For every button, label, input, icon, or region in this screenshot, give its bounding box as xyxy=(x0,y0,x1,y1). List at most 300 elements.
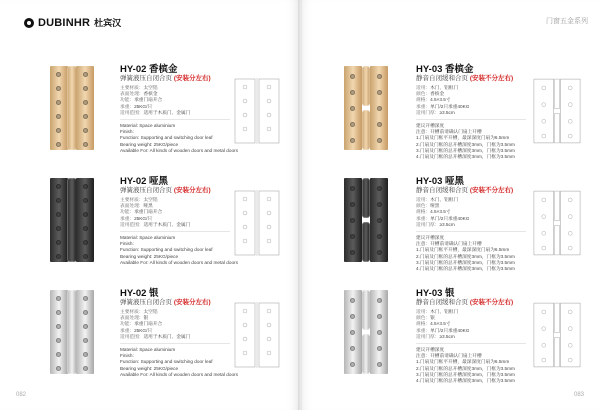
hinge-leaf-left xyxy=(344,290,362,374)
spec-line xyxy=(416,222,536,228)
screw-hole xyxy=(350,298,355,303)
spec-en-line: Function: Supporting and switching door leaf xyxy=(120,247,213,253)
screw-hole xyxy=(56,366,61,371)
screw-hole xyxy=(56,296,61,301)
divider xyxy=(120,231,230,232)
drawing-hole xyxy=(243,99,247,103)
note-line: 4.门扇及门框的总开槽深度3mm，门框为3.5mm xyxy=(416,266,515,272)
hinge-leaf-right xyxy=(76,178,94,262)
spec-value: 25KG/只 xyxy=(134,327,153,333)
spec-key: 颜色： xyxy=(416,315,431,321)
drawing-holes xyxy=(542,310,572,362)
drawing-hole xyxy=(542,343,546,347)
spec-value: 适用于木质门、金属门 xyxy=(143,109,191,115)
screw-hole xyxy=(350,314,355,319)
spec-value: 适用于木质门、金属门 xyxy=(143,221,191,227)
spec-value: 单门/2只承重40KG xyxy=(430,215,470,221)
subtitle-red: (安装不分左右) xyxy=(469,299,514,306)
spec-value: 香槟金 xyxy=(430,91,445,97)
drawing-hole xyxy=(542,134,546,138)
spec-key: 颜色： xyxy=(416,91,431,97)
drawing-hole xyxy=(267,197,271,201)
spec-value: 25KG/只 xyxy=(134,215,153,221)
spec-list xyxy=(416,85,536,160)
spec-key: 主要材质： xyxy=(120,309,144,314)
drawing-leaf-left xyxy=(235,303,255,367)
product-text xyxy=(120,288,240,378)
spec-en-line: Material: Space aluminium xyxy=(120,235,176,241)
subtitle-main: 弹簧液压自闭合页 xyxy=(120,187,172,194)
screw-hole xyxy=(350,186,355,191)
spec-value: 承重门扇开合 xyxy=(134,321,163,327)
screw-hole xyxy=(56,114,61,119)
brand-name: DUBINHR xyxy=(38,16,91,29)
screw-hole xyxy=(83,198,88,203)
drawing-hole xyxy=(542,310,546,314)
note-line: 注意：开槽前请确认门扇上开槽 xyxy=(416,129,482,135)
spec-value: 25KG/只 xyxy=(134,103,153,109)
model-subtitle xyxy=(416,187,536,195)
screw-hole xyxy=(56,72,61,77)
drawing-hole xyxy=(542,86,546,90)
screw-hole xyxy=(56,254,61,259)
drawing-hole xyxy=(243,337,247,341)
model-subtitle xyxy=(416,75,536,83)
screw-hole xyxy=(377,106,382,111)
product-row-hy03-black xyxy=(300,170,600,290)
screw-hole xyxy=(350,218,355,223)
screw-hole xyxy=(350,138,355,143)
technical-drawing xyxy=(530,74,584,148)
divider xyxy=(120,343,230,344)
spec-value: 太空铝 xyxy=(143,197,158,202)
spec-value: 承重门扇开合 xyxy=(134,97,163,103)
spec-value: 4.5×3.5寸 xyxy=(430,321,451,327)
drawing-hole xyxy=(243,197,247,201)
hinge-knuckle-top xyxy=(362,178,370,218)
technical-drawing-svg xyxy=(530,74,584,148)
spec-line xyxy=(120,222,240,228)
spec-en-line: Material: Space aluminium xyxy=(120,347,176,353)
drawing-hole xyxy=(568,215,572,219)
technical-drawing-svg xyxy=(232,76,282,146)
spec-key: 承重： xyxy=(416,215,431,221)
product-text xyxy=(120,176,240,266)
drawing-leaf-left xyxy=(534,191,554,255)
model-title: HY-02 银 xyxy=(120,288,159,299)
spec-key: 功能： xyxy=(120,97,135,103)
drawing-leaf-right xyxy=(560,79,580,143)
screw-hole xyxy=(377,138,382,143)
spec-value: 香槟金 xyxy=(143,91,158,97)
spec-value: 单门/2只承重40KG xyxy=(430,103,470,109)
screw-hole xyxy=(377,234,382,239)
screw-hole xyxy=(83,86,88,91)
screw-hole xyxy=(377,250,382,255)
drawing-leaf-left xyxy=(534,79,554,143)
spec-list xyxy=(416,197,536,272)
drawing-hole xyxy=(267,239,271,243)
subtitle-main: 静音自闭缓和合页 xyxy=(416,75,468,82)
model-title: HY-02 哑黑 xyxy=(120,176,169,187)
drawing-hole xyxy=(542,215,546,219)
screw-hole xyxy=(377,314,382,319)
drawing-hole xyxy=(243,85,247,89)
spec-en-line: Bearing weight: 25KG/piece xyxy=(120,365,179,371)
spec-en-line: Finish: xyxy=(120,241,134,247)
drawing-hole xyxy=(568,119,572,123)
drawing-leaf-left xyxy=(235,79,255,143)
brand-logo xyxy=(24,16,121,29)
screw-hole xyxy=(350,330,355,335)
drawing-hole xyxy=(243,309,247,313)
spec-key: 颜色： xyxy=(416,203,431,209)
spec-line xyxy=(416,110,536,116)
spec-value: ≥3.5cm xyxy=(439,333,455,339)
spec-key: 适用门厚： xyxy=(416,109,440,115)
spec-key: 适用门厚： xyxy=(416,333,440,339)
drawing-hole xyxy=(267,337,271,341)
drawing-hole xyxy=(243,211,247,215)
screw-hole xyxy=(377,74,382,79)
product-row-hy02-black xyxy=(0,170,300,290)
screw-hole xyxy=(83,240,88,245)
subtitle-main: 弹簧液压自闭合页 xyxy=(120,299,172,306)
screw-hole xyxy=(350,346,355,351)
page-number-right: 083 xyxy=(573,392,584,398)
spec-value: 承重门扇开合 xyxy=(134,209,163,215)
drawing-hole xyxy=(243,239,247,243)
drawing-holes xyxy=(542,86,572,138)
hinge-leaf-right xyxy=(370,66,388,150)
drawing-hole xyxy=(568,343,572,347)
spec-en-line: Function: Supporting and switching door leaf xyxy=(120,359,213,365)
subtitle-red: (安装不分左右) xyxy=(469,75,514,82)
model-subtitle xyxy=(416,299,536,307)
spec-list xyxy=(416,309,536,384)
divider xyxy=(416,119,526,120)
spec-key: 规格： xyxy=(416,209,431,215)
spec-value: 木门、铝框门 xyxy=(430,85,459,90)
spec-value: 适用于木质门、金属门 xyxy=(143,333,191,339)
drawing-hole xyxy=(542,246,546,250)
note-line: 2.门扇及门框的总开槽深度3mm，门框为3.5mm xyxy=(416,253,515,259)
drawing-hole xyxy=(267,309,271,313)
screw-hole xyxy=(83,114,88,119)
product-row-hy03-gold xyxy=(300,58,600,178)
spec-key: 承重： xyxy=(416,103,431,109)
spec-value: 单门/2只承重40KG xyxy=(430,327,470,333)
spec-key: 表面处理： xyxy=(120,91,144,97)
drawing-knuckle-bottom xyxy=(555,337,560,366)
note-line: 2.门扇及门框的总开槽深度3mm，门框为3.5mm xyxy=(416,141,515,147)
spec-en-line: Function: Supporting and switching door leaf xyxy=(120,135,213,141)
drawing-leaf-right xyxy=(560,303,580,367)
drawing-hole xyxy=(267,99,271,103)
spec-en-line: Bearing weight: 25KG/piece xyxy=(120,253,179,259)
drawing-hole xyxy=(568,310,572,314)
screw-hole xyxy=(56,128,61,133)
note-line: 2.门扇及门框的总开槽深度3mm，门框为3.5mm xyxy=(416,365,515,371)
note-line: 3.门扇及门框的总开槽深度3mm，门框为3.5mm xyxy=(416,147,515,153)
screw-hole xyxy=(56,212,61,217)
divider xyxy=(416,231,526,232)
drawing-leaf-right xyxy=(259,79,279,143)
drawing-hole xyxy=(243,351,247,355)
screw-hole xyxy=(56,86,61,91)
subtitle-main: 弹簧液压自闭合页 xyxy=(120,75,172,82)
hinge-leaf-right xyxy=(370,290,388,374)
drawing-knuckle-top xyxy=(555,191,560,220)
screw-hole xyxy=(56,240,61,245)
spec-value: 4.5×3.5寸 xyxy=(430,209,451,215)
screw-hole xyxy=(83,254,88,259)
product-row-hy03-silver xyxy=(300,282,600,402)
right-page xyxy=(300,0,600,410)
spec-value: 木门、铝框门 xyxy=(430,309,459,314)
drawing-hole xyxy=(568,134,572,138)
drawing-hole xyxy=(568,327,572,331)
drawing-hole xyxy=(542,358,546,362)
screw-hole xyxy=(56,198,61,203)
spec-key: 适用范围： xyxy=(120,221,144,227)
spec-key: 适用： xyxy=(416,197,431,202)
model-subtitle xyxy=(120,299,240,307)
screw-hole xyxy=(83,128,88,133)
hinge-image-gold xyxy=(50,66,94,150)
screw-hole xyxy=(350,250,355,255)
screw-hole xyxy=(83,100,88,105)
product-text xyxy=(416,176,536,272)
product-row-hy02-gold xyxy=(0,58,300,178)
screw-hole xyxy=(56,100,61,105)
screw-hole xyxy=(377,218,382,223)
hinge-image-silver xyxy=(50,290,94,374)
hinge-knuckle-bottom xyxy=(362,334,370,374)
hinge-image-black xyxy=(50,178,94,262)
screw-hole xyxy=(56,184,61,189)
screw-hole xyxy=(83,352,88,357)
spec-en-line: Finish: xyxy=(120,129,134,135)
screw-hole xyxy=(377,122,382,127)
product-text xyxy=(416,288,536,384)
model-title: HY-03 哑黑 xyxy=(416,176,465,187)
screw-hole xyxy=(350,362,355,367)
hinge-knuckle-top xyxy=(362,290,370,330)
spec-en-line: Bearing weight: 25KG/piece xyxy=(120,141,179,147)
screw-hole xyxy=(377,346,382,351)
drawing-hole xyxy=(267,351,271,355)
screw-hole xyxy=(56,142,61,147)
note-title: 建议开槽深度 xyxy=(416,235,445,241)
subtitle-main: 静音自闭缓和合页 xyxy=(416,187,468,194)
drawing-knuckle-top xyxy=(555,303,560,332)
spec-value: 哑黑 xyxy=(143,203,153,209)
page-number-left: 082 xyxy=(16,392,27,398)
drawing-hole xyxy=(542,198,546,202)
drawing-hole xyxy=(542,103,546,107)
drawing-hole xyxy=(568,358,572,362)
note-line: 1.门扇及门框平开槽，最深深度门扇为6.5mm xyxy=(416,359,510,365)
drawing-hole xyxy=(267,211,271,215)
screw-hole xyxy=(377,362,382,367)
spec-key: 表面处理： xyxy=(120,203,144,209)
screw-hole xyxy=(377,202,382,207)
spec-key: 功能： xyxy=(120,209,135,215)
model-title: HY-02 香槟金 xyxy=(120,64,178,75)
screw-hole xyxy=(83,366,88,371)
drawing-hole xyxy=(267,113,271,117)
drawing-leaf-right xyxy=(259,191,279,255)
drawing-hole xyxy=(243,127,247,131)
drawing-leaf-right xyxy=(259,303,279,367)
hinge-knuckle-bottom xyxy=(362,222,370,262)
drawing-hole xyxy=(243,113,247,117)
hinge-leaf-right xyxy=(76,66,94,150)
drawing-hole xyxy=(267,127,271,131)
hinge-leaf-left xyxy=(50,178,68,262)
spec-value: ≥3.5cm xyxy=(439,221,455,227)
note-line: 3.门扇及门框的总开槽深度3mm，门框为3.5mm xyxy=(416,371,515,377)
screw-hole xyxy=(83,338,88,343)
spec-key: 承重： xyxy=(120,327,135,333)
spec-key: 适用范围： xyxy=(120,109,144,115)
drawing-hole xyxy=(267,225,271,229)
model-title: HY-03 银 xyxy=(416,288,455,299)
drawing-knuckle-bottom xyxy=(555,225,560,254)
note-line: 1.门扇及门框平开槽，最深深度门扇为6.5mm xyxy=(416,135,510,141)
spec-line xyxy=(416,334,536,340)
technical-drawing-svg xyxy=(530,186,584,260)
spec-en-line: Available For: All kinds of wooden doors and metal doors xyxy=(120,371,238,377)
spec-value: 太空铝 xyxy=(143,85,158,90)
spec-value: 4.5×3.5寸 xyxy=(430,97,451,103)
drawing-hole xyxy=(267,323,271,327)
hinge-image-gold xyxy=(344,66,388,150)
hinge-leaf-right xyxy=(76,290,94,374)
screw-hole xyxy=(377,186,382,191)
note-line: 4.门扇及门框的总开槽深度3mm，门框为3.5mm xyxy=(416,154,515,160)
screw-hole xyxy=(56,338,61,343)
spec-key: 承重： xyxy=(120,215,135,221)
technical-drawing-svg xyxy=(232,300,282,370)
screw-hole xyxy=(83,296,88,301)
spec-en-line: Finish: xyxy=(120,353,134,359)
drawing-hole xyxy=(243,225,247,229)
hinge-leaf-left xyxy=(344,178,362,262)
spec-key: 主要材质： xyxy=(120,197,144,202)
model-title: HY-03 香槟金 xyxy=(416,64,474,75)
spec-value: 银 xyxy=(143,315,149,321)
screw-hole xyxy=(350,202,355,207)
drawing-hole xyxy=(243,323,247,327)
drawing-holes xyxy=(542,198,572,250)
divider xyxy=(120,119,230,120)
spec-key: 表面处理： xyxy=(120,315,144,321)
subtitle-red: (安装分左右) xyxy=(173,187,211,194)
screw-hole xyxy=(83,142,88,147)
spec-key: 功能： xyxy=(120,321,135,327)
product-row-hy02-silver xyxy=(0,282,300,402)
technical-drawing-svg xyxy=(530,298,584,372)
spec-en-line: Available For: All kinds of wooden doors and metal doors xyxy=(120,147,238,153)
spec-key: 承重： xyxy=(416,327,431,333)
drawing-hole xyxy=(568,246,572,250)
drawing-hole xyxy=(542,119,546,123)
note-line: 3.门扇及门框的总开槽深度3mm，门框为3.5mm xyxy=(416,259,515,265)
drawing-hole xyxy=(568,231,572,235)
drawing-hole xyxy=(568,86,572,90)
technical-drawing xyxy=(232,76,282,146)
drawing-hole xyxy=(267,85,271,89)
brand-cn-name: 杜宾汉 xyxy=(94,18,122,28)
screw-hole xyxy=(56,352,61,357)
product-text xyxy=(416,64,536,160)
note-title: 建议开槽深度 xyxy=(416,347,445,353)
technical-drawing-svg xyxy=(232,188,282,258)
screw-hole xyxy=(83,212,88,217)
hinge-image-silver xyxy=(344,290,388,374)
drawing-hole xyxy=(568,198,572,202)
screw-hole xyxy=(56,310,61,315)
divider xyxy=(416,343,526,344)
screw-hole xyxy=(350,90,355,95)
spec-value: 哑黑 xyxy=(430,203,440,209)
screw-hole xyxy=(56,226,61,231)
screw-hole xyxy=(56,324,61,329)
spec-key: 承重： xyxy=(120,103,135,109)
drawing-leaf-right xyxy=(560,191,580,255)
drawing-hole xyxy=(542,231,546,235)
spec-key: 适用： xyxy=(416,85,431,90)
screw-hole xyxy=(83,310,88,315)
spec-key: 规格： xyxy=(416,97,431,103)
brand-mark-icon xyxy=(24,18,34,28)
screw-hole xyxy=(83,184,88,189)
spec-key: 适用范围： xyxy=(120,333,144,339)
technical-drawing xyxy=(232,188,282,258)
spec-value: ≥3.5cm xyxy=(439,109,455,115)
hinge-leaf-left xyxy=(344,66,362,150)
note-line: 4.门扇及门框的总开槽深度3mm，门框为3.5mm xyxy=(416,378,515,384)
subtitle-red: (安装分左右) xyxy=(173,299,211,306)
note-title: 建议开槽深度 xyxy=(416,123,445,129)
drawing-knuckle-top xyxy=(555,79,560,108)
spec-value: 木门、铝框门 xyxy=(430,197,459,202)
subtitle-red: (安装不分左右) xyxy=(469,187,514,194)
spec-line xyxy=(120,110,240,116)
spec-list xyxy=(120,309,240,378)
spec-list xyxy=(120,197,240,266)
spec-en-line: Material: Space aluminium xyxy=(120,123,176,129)
book-gutter xyxy=(298,0,302,410)
spec-key: 主要材质： xyxy=(120,85,144,90)
screw-hole xyxy=(83,324,88,329)
screw-hole xyxy=(350,74,355,79)
technical-drawing xyxy=(530,298,584,372)
spec-list xyxy=(120,85,240,154)
hinge-leaf-right xyxy=(370,178,388,262)
screw-hole xyxy=(377,298,382,303)
hinge-knuckle-top xyxy=(362,66,370,106)
screw-hole xyxy=(83,72,88,77)
drawing-knuckle-bottom xyxy=(555,113,560,142)
hinge-image-black xyxy=(344,178,388,262)
subtitle-main: 静音自闭缓和合页 xyxy=(416,299,468,306)
screw-hole xyxy=(350,122,355,127)
spec-key: 规格： xyxy=(416,321,431,327)
screw-hole xyxy=(350,106,355,111)
